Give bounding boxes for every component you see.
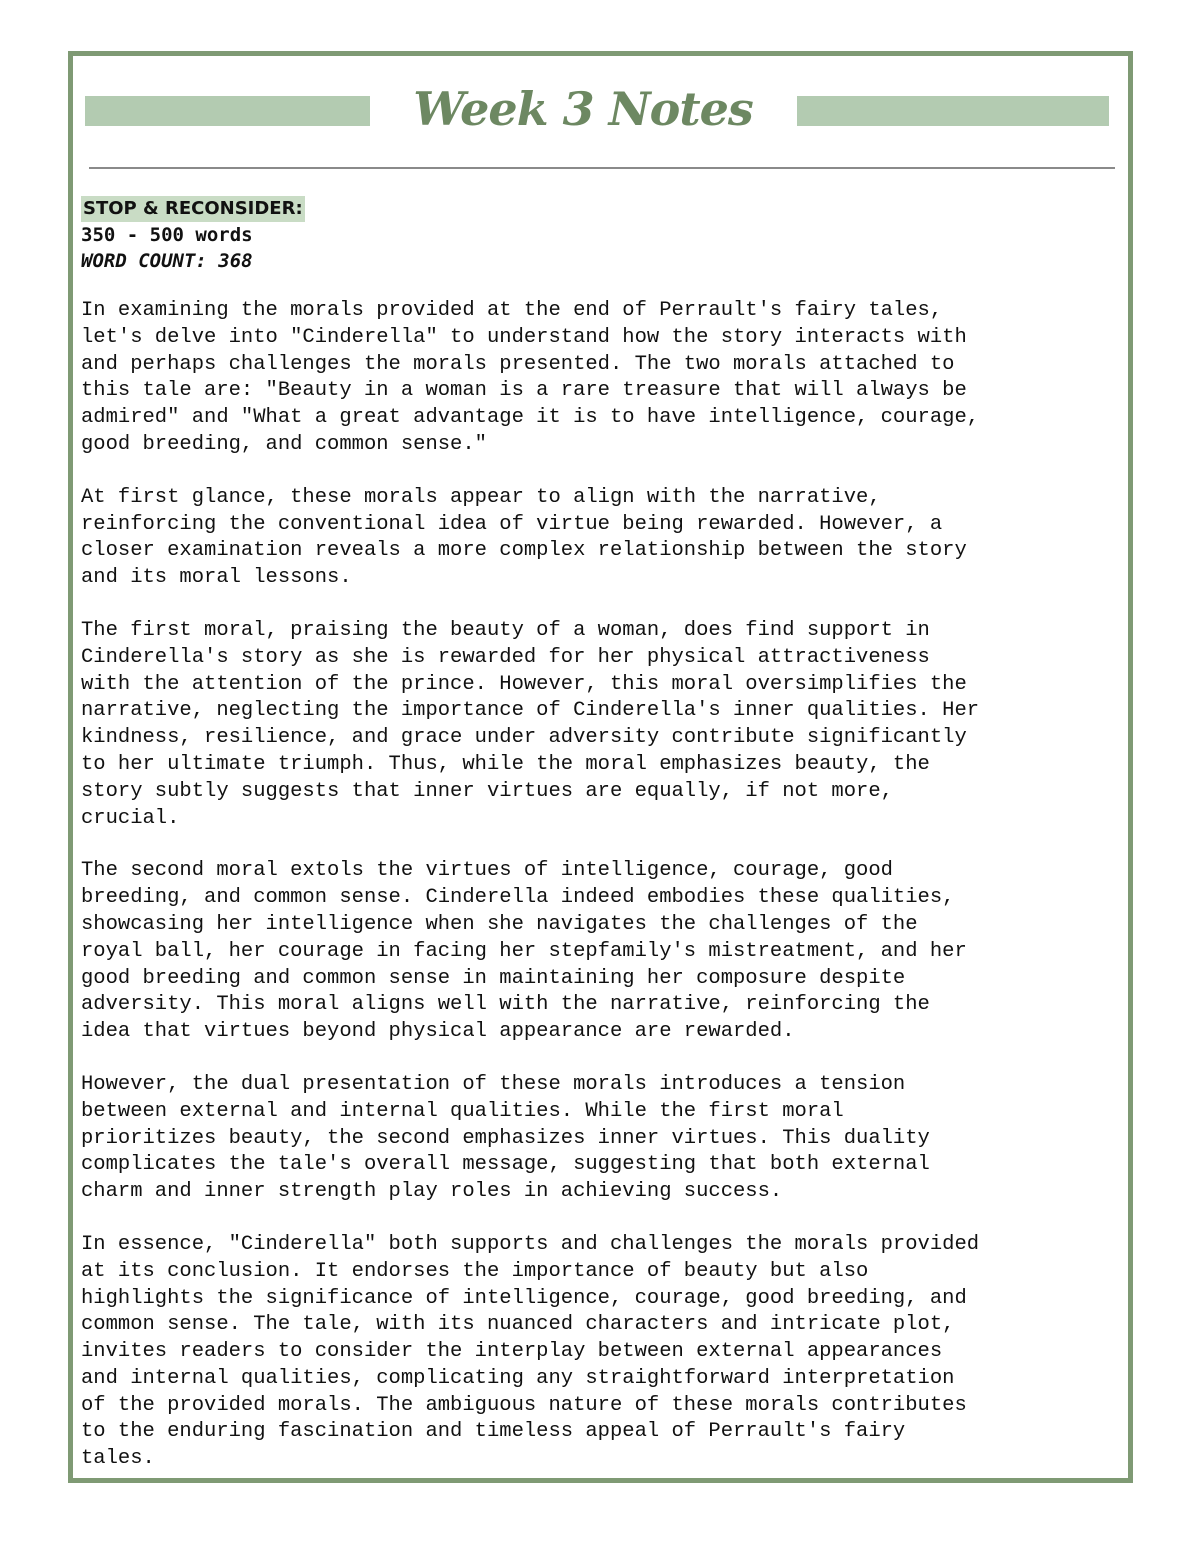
paragraph: The first moral, praising the beauty of a woman, does find support in Cinderella's story as she is rewarded for her physical attractiveness with the attention of the prince. However, this moral oversimplifies the narrative, neglecting the importance of Cinderella's inner qualities. Her kindness, resilience, and grace under adversity contribute significantly to her ultimate triumph. Thus, while the moral emphasizes beauty, the story subtly suggests that inner virtues are equally, if not more, crucial. bbox=[81, 618, 980, 830]
assignment-info bbox=[81, 195, 1126, 274]
notes-content bbox=[81, 195, 1126, 1473]
section-label: STOP & RECONSIDER: bbox=[81, 196, 305, 222]
paragraph: However, the dual presentation of these morals introduces a tension between external and internal qualities. While the first moral prioritizes beauty, the second emphasizes inner virtues. This duality complicates the tale's overall message, suggesting that both external charm and inner strength play roles in achieving success. bbox=[81, 1072, 930, 1204]
header-divider bbox=[89, 167, 1115, 169]
decorative-bar-right bbox=[797, 96, 1109, 126]
word-range: 350 - 500 words bbox=[81, 224, 253, 246]
header bbox=[73, 56, 1128, 166]
paragraph: In essence, "Cinderella" both supports and challenges the morals provided at its conclusion. It endorses the importance of beauty but also highlights the significance of intelligence, courage, good breeding, and common sense. The tale, with its nuanced characters and intricate plot, invites readers to consider the interplay between external appearances and internal qualities, complicating any straightforward interpretation of the provided morals. The ambiguous nature of these morals contributes to the enduring fascination and timeless appeal of Perrault's fairy tales. bbox=[81, 1232, 980, 1471]
paragraph: In examining the morals provided at the end of Perrault's fairy tales, let's delve into "Cinderella" to understand how the story interacts with and perhaps challenges the morals presented. The two morals attached to this tale are: "Beauty in a woman is a rare treasure that will always be admired" and "What a great advantage it is to have intelligence, courage, good breeding, and common sense." bbox=[81, 299, 980, 456]
page-frame bbox=[68, 51, 1133, 1483]
word-count: WORD COUNT: 368 bbox=[81, 250, 253, 272]
paragraph: The second moral extols the virtues of intelligence, courage, good breeding, and common sense. Cinderella indeed embodies these qualities, showcasing her intelligence when she navigates the challenges of the royal ball, her courage in facing her stepfamily's mistreatment, and her good breeding and common sense in maintaining her composure despite adversity. This moral aligns well with the narrative, reinforcing the idea that virtues beyond physical appearance are rewarded. bbox=[81, 859, 967, 1044]
page-title: Week 3 Notes bbox=[413, 82, 753, 136]
decorative-bar-left bbox=[85, 96, 370, 126]
paragraph: At first glance, these morals appear to align with the narrative, reinforcing the conventional idea of virtue being rewarded. However, a closer examination reveals a more complex relationship between the story and its moral lessons. bbox=[81, 485, 967, 590]
